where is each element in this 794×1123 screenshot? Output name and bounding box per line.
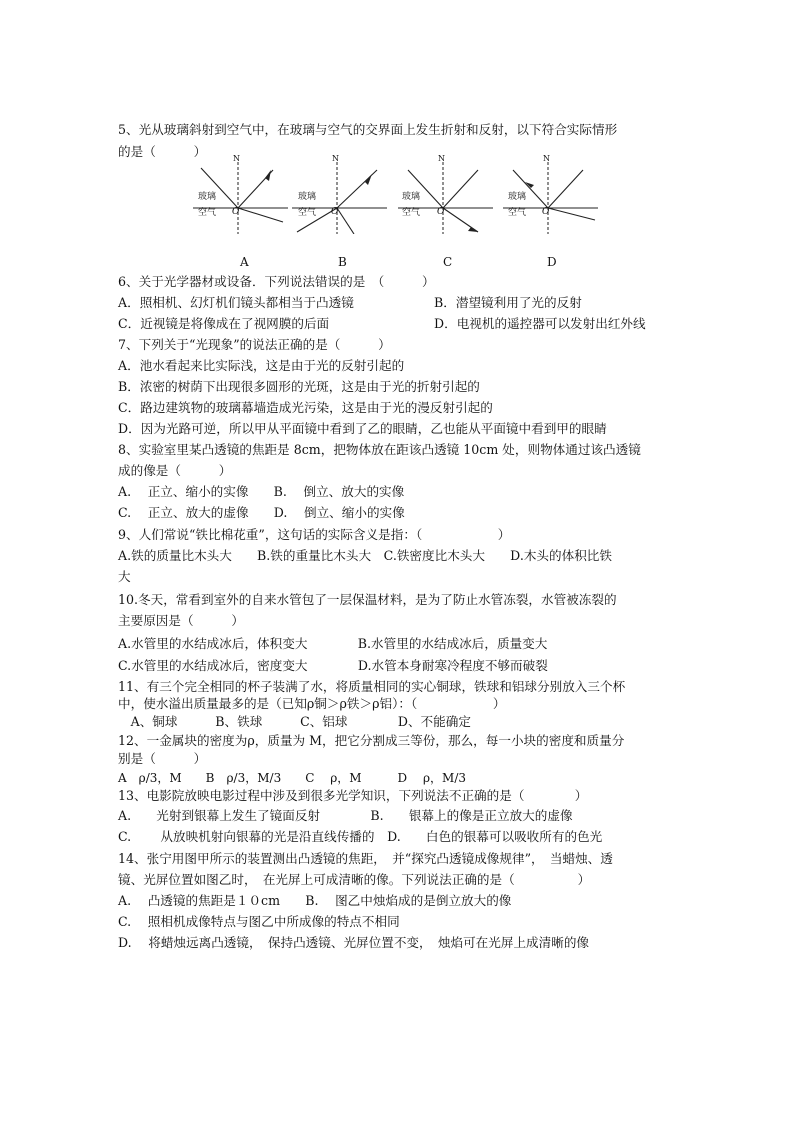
q6-option-d: D．电视机的遥控器可以发射出红外线 xyxy=(434,316,646,331)
q13-options-ab: A. 光射到银幕上发生了镜面反射 B. 银幕上的像是正立放大的虚像 xyxy=(118,808,573,823)
q7-option-c: C．路边建筑物的玻璃幕墙造成光污染，这是由于光的漫反射引起的 xyxy=(118,400,493,415)
diag-d-air: 空气 xyxy=(508,208,527,218)
diag-c-glass: 玻璃 xyxy=(402,192,421,202)
q11-stem-line1: 11、有三个完全相同的杯子装满了水，将质量相同的实心铜球，铁球和铝球分别放入三个杯 xyxy=(118,679,626,694)
q10-options-ab: A.水管里的水结成冰后，体积变大 B.水管里的水结成冰后，质量变大 xyxy=(118,636,548,651)
q5-stem-line2: 的是（ ） xyxy=(118,144,207,159)
q5-option-label-c: C xyxy=(443,255,453,269)
q12-stem-line2: 别是（ ） xyxy=(118,751,207,766)
q8-options-cd: C. 正立、放大的虚像 D. 倒立、缩小的实像 xyxy=(118,505,405,520)
q9-options: A.铁的质量比木头大 B.铁的重量比木头大 C.铁密度比木头大 D.木头的体积比铁 xyxy=(118,548,612,563)
q14-option-c: C. 照相机成像特点与图乙中所成像的特点不相同 xyxy=(118,914,400,929)
q11-options: A、铜球 B、铁球 C、铝球 D、不能确定 xyxy=(118,714,471,729)
q6-option-a: A．照相机、幻灯机们镜头都相当于凸透镜 xyxy=(118,295,354,310)
q5-stem-line1: 5、光从玻璃斜射到空气中，在玻璃与空气的交界面上发生折射和反射，以下符合实际情形 xyxy=(118,122,618,137)
diag-c-air: 空气 xyxy=(402,208,421,218)
diag-c-normal: N xyxy=(438,154,445,163)
q6-option-b: B．潜望镜利用了光的反射 xyxy=(434,295,582,310)
q12-options: A ρ/3，M B ρ/3，M/3 C ρ，M D ρ，M/3 xyxy=(118,771,466,785)
diag-a-glass: 玻璃 xyxy=(198,192,217,202)
q10-options-cd: C.水管里的水结成冰后，密度变大 D.水管本身耐寒冷程度不够而破裂 xyxy=(118,658,548,673)
q6-option-c: C．近视镜是将像成在了视网膜的后面 xyxy=(118,316,330,331)
q5-option-label-d: D xyxy=(547,255,557,269)
diag-d-normal: N xyxy=(543,154,550,163)
q5-option-label-a: A xyxy=(240,255,249,269)
diag-b-origin: O xyxy=(331,207,339,217)
q14-options-ab: A. 凸透镜的焦距是１０cm B. 图乙中烛焰成的是倒立放大的像 xyxy=(118,893,512,908)
diag-d-glass: 玻璃 xyxy=(508,192,527,202)
q14-stem-line2: 镜、光屏位置如图乙时， 在光屏上可成清晰的像。下列说法正确的是（ ） xyxy=(118,872,591,887)
q5-option-label-b: B xyxy=(338,255,347,269)
q14-stem-line1: 14、张宁用图甲所示的装置测出凸透镜的焦距， 并“探究凸透镜成像规律”， 当蜡烛、透 xyxy=(118,851,613,866)
q11-stem-line2: 中，使水溢出质量最多的是（已知ρ铜＞ρ铁＞ρ铝）：（ ） xyxy=(118,696,506,711)
diag-b-glass: 玻璃 xyxy=(298,192,317,202)
q10-stem-line1: 10.冬天，常看到室外的自来水管包了一层保温材料，是为了防止水管冻裂，水管被冻裂的 xyxy=(118,592,617,607)
diag-b-normal: N xyxy=(332,154,339,163)
q8-stem-line1: 8、实验室里某凸透镜的焦距是 8cm，把物体放在距该凸透镜 10cm 处，则物体通过该凸透镜 xyxy=(118,442,641,457)
q14-option-d: D. 将蜡烛远离凸透镜， 保持凸透镜、光屏位置不变， 烛焰可在光屏上成清晰的像 xyxy=(118,935,590,950)
q8-options-ab: A. 正立、缩小的实像 B. 倒立、放大的实像 xyxy=(118,484,405,499)
diag-c-origin: O xyxy=(437,207,445,217)
q9-options-cont: 大 xyxy=(118,569,131,584)
q7-stem: 7、下列关于“光现象”的说法正确的是（ ） xyxy=(118,337,391,352)
diag-a-air: 空气 xyxy=(198,208,217,218)
q10-stem-line2: 主要原因是（ ） xyxy=(118,613,244,628)
q13-stem: 13、电影院放映电影过程中涉及到很多光学知识，下列说法不正确的是（ ） xyxy=(118,788,588,803)
q7-option-b: B．浓密的树荫下出现很多圆形的光斑，这是由于光的折射引起的 xyxy=(118,379,480,394)
diag-a-normal: N xyxy=(233,154,240,163)
q6-stem: 6、关于光学器材或设备．下列说法错误的是 （ ） xyxy=(118,274,435,289)
diag-b-air: 空气 xyxy=(298,208,317,218)
q7-option-a: A．池水看起来比实际浅，这是由于光的反射引起的 xyxy=(118,358,405,373)
q12-stem-line1: 12、一金属块的密度为ρ，质量为 M，把它分割成三等份，那么，每一小块的密度和质量分 xyxy=(118,733,625,748)
diag-d-origin: O xyxy=(542,207,550,217)
q8-stem-line2: 成的像是（ ） xyxy=(118,463,232,478)
q7-option-d: D．因为光路可逆，所以甲从平面镜中看到了乙的眼睛，乙也能从平面镜中看到甲的眼睛 xyxy=(118,421,607,436)
q13-options-cd: C. 从放映机射向银幕的光是沿直线传播的 D. 白色的银幕可以吸收所有的色光 xyxy=(118,829,603,844)
q9-stem: 9、人们常说“铁比棉花重”，这句话的实际含义是指：（ ） xyxy=(118,527,511,542)
diag-a-origin: O xyxy=(232,207,240,217)
